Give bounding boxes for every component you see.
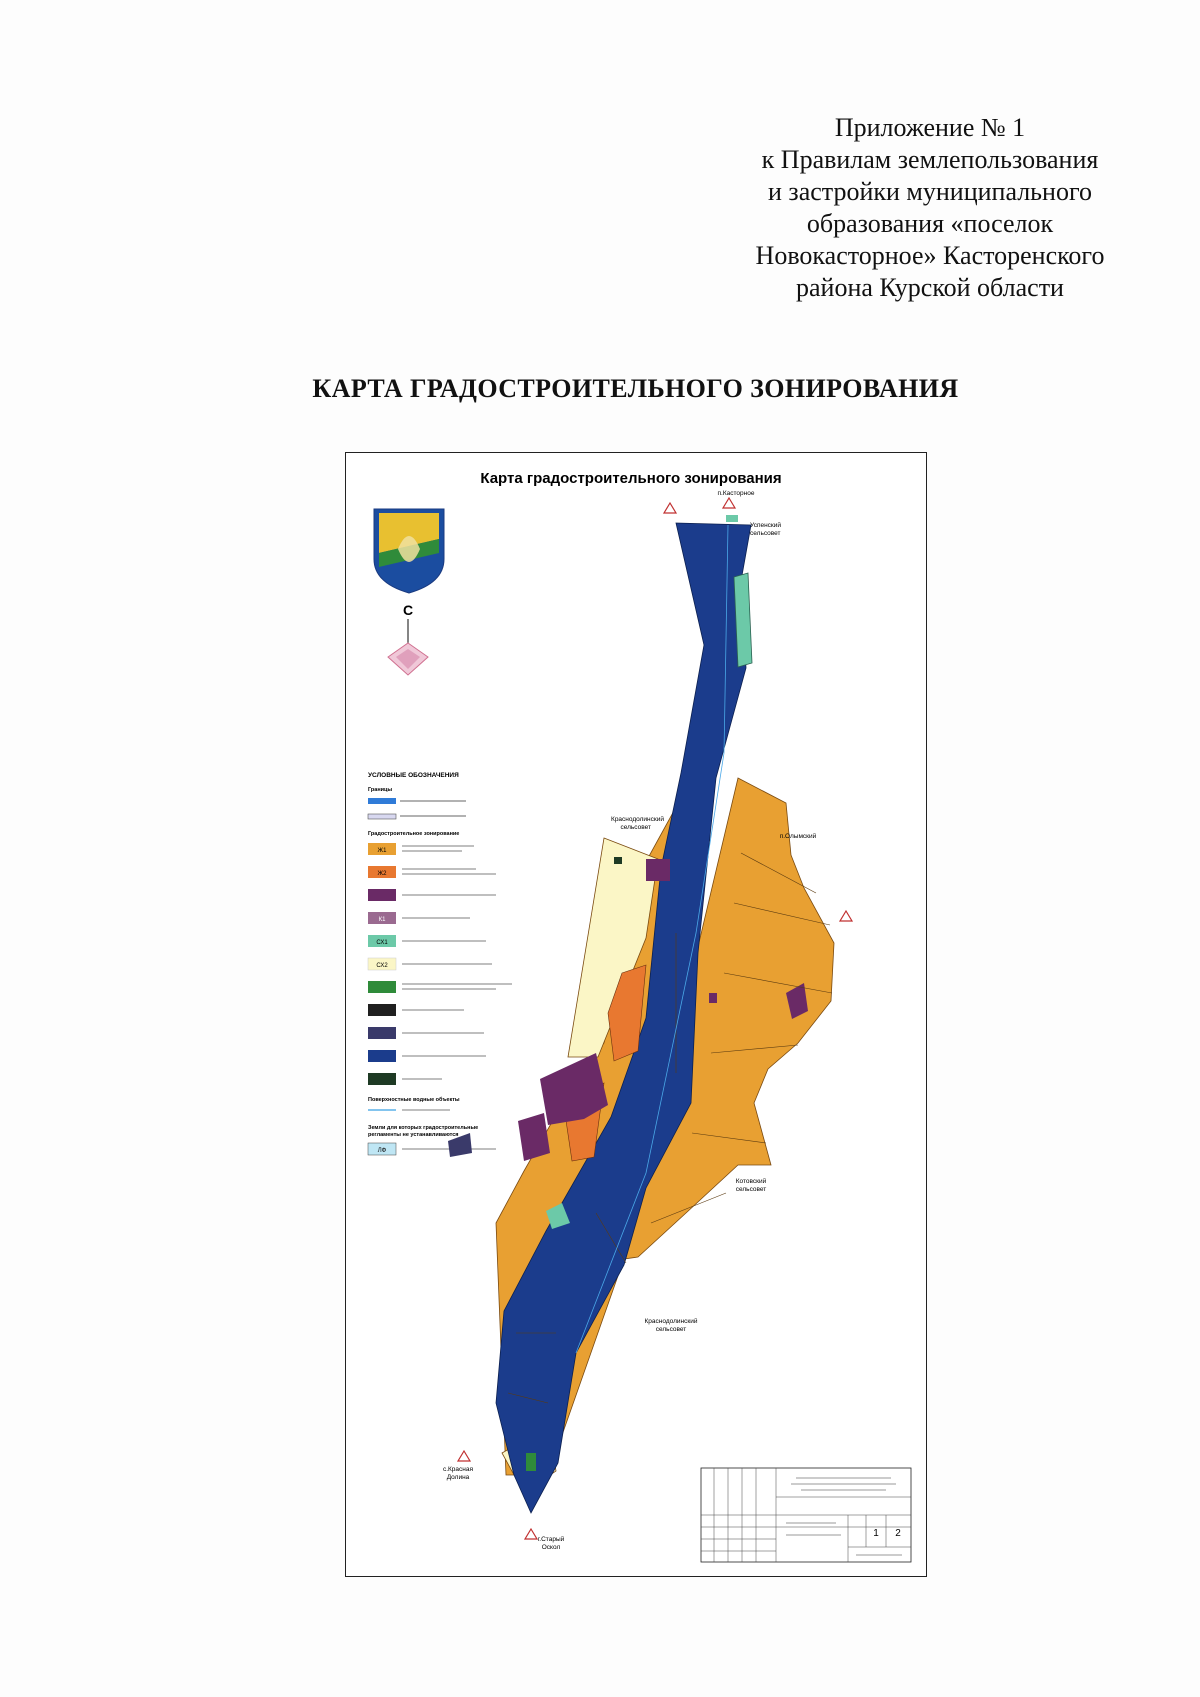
appendix-line: Приложение № 1 [834, 113, 1026, 142]
map-title: Карта градостроительного зонирования [480, 470, 782, 487]
legend-code: ЛФ [377, 1148, 387, 1154]
legend-title: УСЛОВНЫЕ ОБОЗНАЧЕНИЯ [368, 772, 459, 779]
legend-zoning-heading: Градостроительное зонирование [368, 831, 460, 837]
zoning-map [346, 453, 926, 1576]
place-kotovskiy: Котовский [735, 1178, 767, 1185]
place-krasnodolinskiy-north: сельсовет [620, 824, 651, 831]
legend-water-heading: Поверхностные водные объекты [368, 1097, 460, 1103]
coat-of-arms-icon [374, 509, 444, 593]
appendix-line: Новокасторное» Касторенского [755, 241, 1105, 270]
legend-no-regulations-heading: регламенты не устанавливаются [368, 1132, 459, 1138]
map-sheet [345, 452, 927, 1577]
boundary-marker-icon [840, 911, 852, 921]
zone-mint-small [726, 515, 738, 522]
legend-code: Ж2 [377, 871, 387, 877]
legend [368, 772, 512, 1155]
appendix-line: района Курской области [796, 273, 1064, 302]
zone-green-south [526, 1453, 536, 1471]
legend-boundaries-heading: Границы [368, 787, 393, 793]
place-kotovskiy: сельсовет [735, 1186, 767, 1193]
appendix-line: и застройки муниципального [768, 177, 1092, 206]
legend-code: СХ2 [376, 963, 388, 969]
legend-no-regulations-heading: Земли для которых градостроительные [368, 1125, 479, 1131]
title-block-sheet: 1 [873, 1528, 879, 1539]
place-olymskiy: п.Олымский [779, 833, 817, 840]
legend-code: К1 [378, 917, 386, 923]
place-uspenskiy: Успенский [750, 522, 782, 529]
boundary-marker-icon [723, 498, 735, 508]
place-krasnodolinskiy-south: Краснодолинский [644, 1318, 698, 1325]
title-block [701, 1468, 911, 1562]
boundary-marker-icon [664, 503, 676, 513]
document-title: КАРТА ГРАДОСТРОИТЕЛЬНОГО ЗОНИРОВАНИЯ [312, 374, 959, 403]
place-stary-oskol: г.Старый [537, 1536, 565, 1543]
legend-code: СХ1 [376, 940, 388, 946]
appendix-line: образования «поселок [806, 209, 1054, 238]
legend-swatch-rural-boundary [368, 814, 396, 819]
title-block-sheets-total: 2 [895, 1528, 901, 1539]
place-kastornoe: п.Касторное [717, 490, 755, 497]
zone-purple-small [709, 993, 717, 1003]
legend-code: Ж1 [377, 848, 387, 854]
boundary-marker-icon [525, 1529, 537, 1539]
place-uspenskiy: сельсовет [750, 530, 781, 537]
zone-purple-south [518, 1113, 550, 1161]
place-krasnodolinskiy-south: сельсовет [655, 1326, 687, 1333]
zone-dark-green [614, 857, 622, 864]
zone-purple-north [646, 859, 670, 881]
municipal-territory [448, 515, 834, 1513]
north-letter: С [402, 602, 414, 618]
legend-swatch-settlement-boundary [368, 798, 396, 804]
place-stary-oskol: Оскол [541, 1544, 561, 1551]
boundary-marker-icon [458, 1451, 470, 1461]
place-krasnaya-dolina: с.Красная [442, 1466, 474, 1473]
appendix-line: к Правилам землепользования [761, 145, 1099, 174]
appendix-header [690, 112, 1170, 304]
place-krasnodolinskiy-north: Краснодолинский [611, 816, 664, 823]
north-arrow-icon [388, 602, 428, 675]
place-krasnaya-dolina: Долина [446, 1474, 470, 1481]
legend-zone-items [368, 843, 512, 1085]
